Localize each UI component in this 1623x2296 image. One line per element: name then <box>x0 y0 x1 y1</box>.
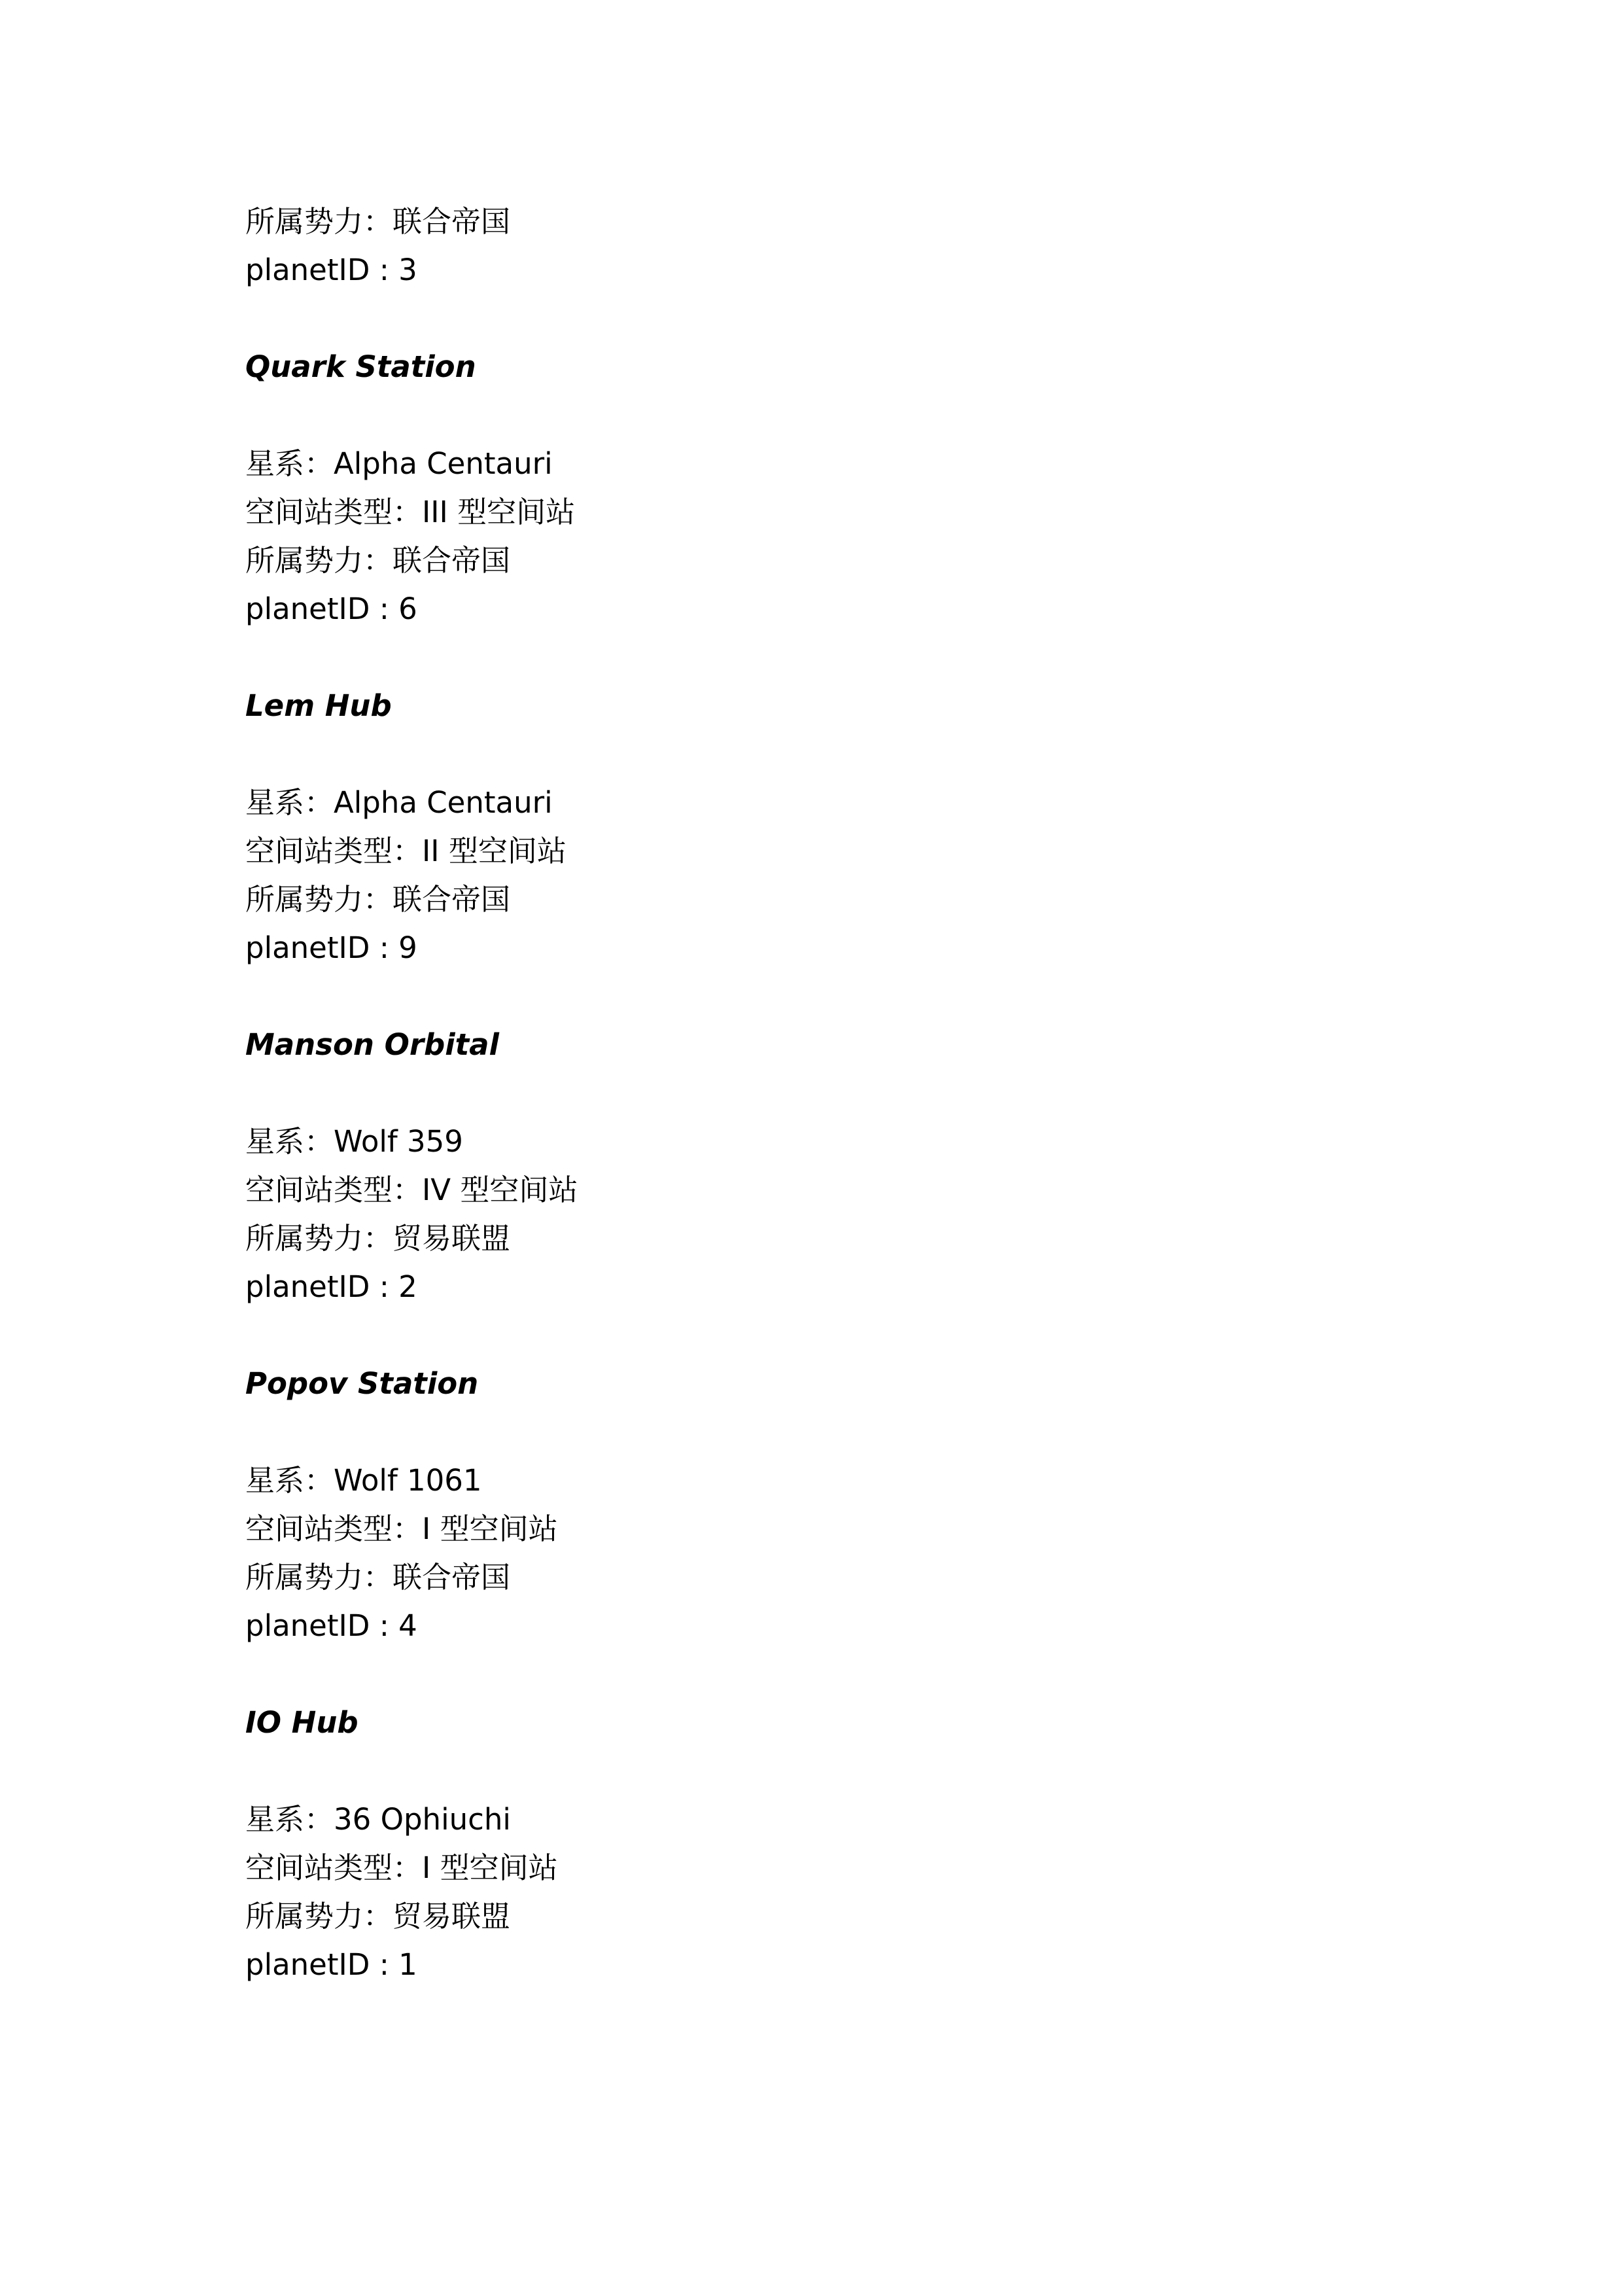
spacer <box>245 1069 1357 1118</box>
faction-line: 所属势力：联合帝国 <box>245 882 511 917</box>
spacer <box>245 972 1357 1021</box>
planet-id-line: planetID : 6 <box>245 592 417 626</box>
faction-line: 所属势力：贸易联盟 <box>245 1221 511 1256</box>
system-line: 星系：Wolf 359 <box>245 1124 463 1159</box>
planet-id-line: planetID : 2 <box>245 1269 417 1304</box>
faction-line: 所属势力：联合帝国 <box>245 204 511 239</box>
planet-id-line: planetID : 4 <box>245 1608 417 1643</box>
spacer <box>245 1747 1357 1795</box>
station-type-line: 空间站类型：II 型空间站 <box>245 834 567 868</box>
station-title: Quark Station <box>245 349 476 384</box>
spacer <box>245 294 1357 343</box>
spacer <box>245 1311 1357 1360</box>
planet-id-line: planetID : 9 <box>245 930 417 965</box>
station-type-line: 空间站类型：IV 型空间站 <box>245 1173 578 1207</box>
planet-id-line: planetID : 3 <box>245 253 417 287</box>
station-type-line: 空间站类型：I 型空间站 <box>245 1511 558 1546</box>
faction-line: 所属势力：联合帝国 <box>245 1560 511 1595</box>
spacer <box>245 1408 1357 1457</box>
faction-line: 所属势力：贸易联盟 <box>245 1899 511 1934</box>
faction-line: 所属势力：联合帝国 <box>245 543 511 578</box>
station-type-line: 空间站类型：I 型空间站 <box>245 1850 558 1885</box>
station-title: Lem Hub <box>245 688 392 723</box>
system-line: 星系：Wolf 1061 <box>245 1463 482 1498</box>
document-content <box>245 198 1357 1989</box>
system-line: 星系：Alpha Centauri <box>245 785 553 820</box>
station-type-line: 空间站类型：III 型空间站 <box>245 495 576 529</box>
planet-id-line: planetID : 1 <box>245 1947 417 1982</box>
station-title: Manson Orbital <box>245 1027 499 1062</box>
spacer <box>245 633 1357 682</box>
spacer <box>245 730 1357 779</box>
spacer <box>245 1650 1357 1699</box>
station-title: Popov Station <box>245 1366 479 1401</box>
spacer <box>245 391 1357 440</box>
system-line: 星系：Alpha Centauri <box>245 446 553 481</box>
system-line: 星系：36 Ophiuchi <box>245 1802 511 1837</box>
station-title: IO Hub <box>245 1705 358 1740</box>
